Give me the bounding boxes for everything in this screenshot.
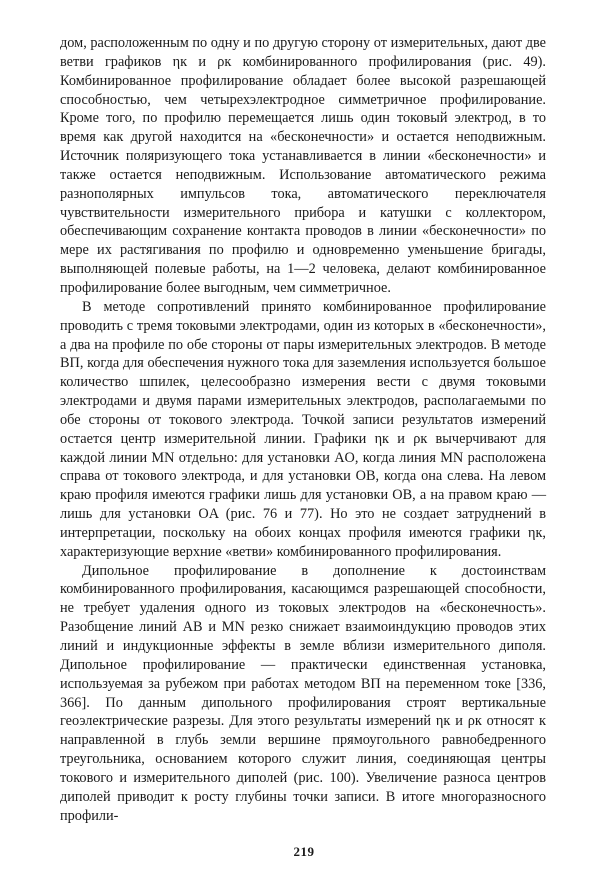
paragraph-1: дом, расположенным по одну и по другую сторону от измерительных, дают две ветви графиков ηк и ρк комбинированного профилирования (рис. 49). Комбинированное профилирование обладает более высокой разрешающей способностью, чем четырехэлектродное симметричное профилирование. Кроме того, по профилю перемещается лишь один токовый электрод, в то время как другой находится на «бесконечности» и остается неподвижным. Источник поляризующего тока устанавливается в линии «бесконечности» и также остается неподвижным. Использование автоматического режима разнополярных импульсов тока, автоматического переключателя чувствительности измерительного прибора и катушки с коллектором, обеспечивающим сохранение контакта проводов в линии «бесконечности» по мере их растягивания по профилю и одновременно уменьшение бригады, выполняющей полевые работы, на 1—2 человека, делают комбинированное профилирование более выгодным, чем симметричное. xyxy=(60,35,546,296)
page-number: 219 xyxy=(293,844,315,859)
paragraph-2: В методе сопротивлений принято комбинированное профилирование проводить с тремя токовыми электродами, один из которых в «бесконечности», а два на профиле по обе стороны от пары измерительных электродов. В методе ВП, когда для обеспечения нужного тока для заземления используется большое количество шпилек, целесообразно измерения вести с двумя токовыми электродами и двумя парами измерительных электродов, располагаемыми по обе стороны от токового электрода. Точкой записи результатов измерений остается центр измерительной линии. Графики ηк и ρк вычерчивают для каждой линии MN отдельно: для установки AO, когда линия MN расположена справа от токового электрода, и для установки OB, когда она слева. На левом краю профиля имеются графики лишь для установки OB, а на правом краю — лишь для установки OA (рис. 76 и 77). Но это не создает затруднений в интерпретации, поскольку на обоих концах профиля имеются графики ηк, характеризующие верхние «ветви» комбинированного профилирования. xyxy=(60,298,546,560)
paragraph-3: Дипольное профилирование в дополнение к достоинствам комбинированного профилирования, касающимся разрешающей способности, не требует удаления одного из токовых электродов на «бесконечность». Разобщение линий AB и MN резко снижает взаимоиндукцию проводов этих линий и индукционные эффекты в земле вблизи измерительного диполя. Дипольное профилирование — практически единственная установка, используемая за рубежом при работах методом ВП на переменном токе [336, 366]. По данным дипольного профилирования строят вертикальные геоэлектрические разрезы. Для этого результаты измерений ηк и ρк относят к направленной в глубь земли вершине прямоугольного равнобедренного треугольника, основанием которого служит линия, соединяющая центры токового и измерительного диполей (рис. 100). Увеличение разноса центров диполей приводит к росту глубины точки записи. В итоге многоразносного профили- xyxy=(60,562,546,824)
page-body xyxy=(60,34,546,825)
